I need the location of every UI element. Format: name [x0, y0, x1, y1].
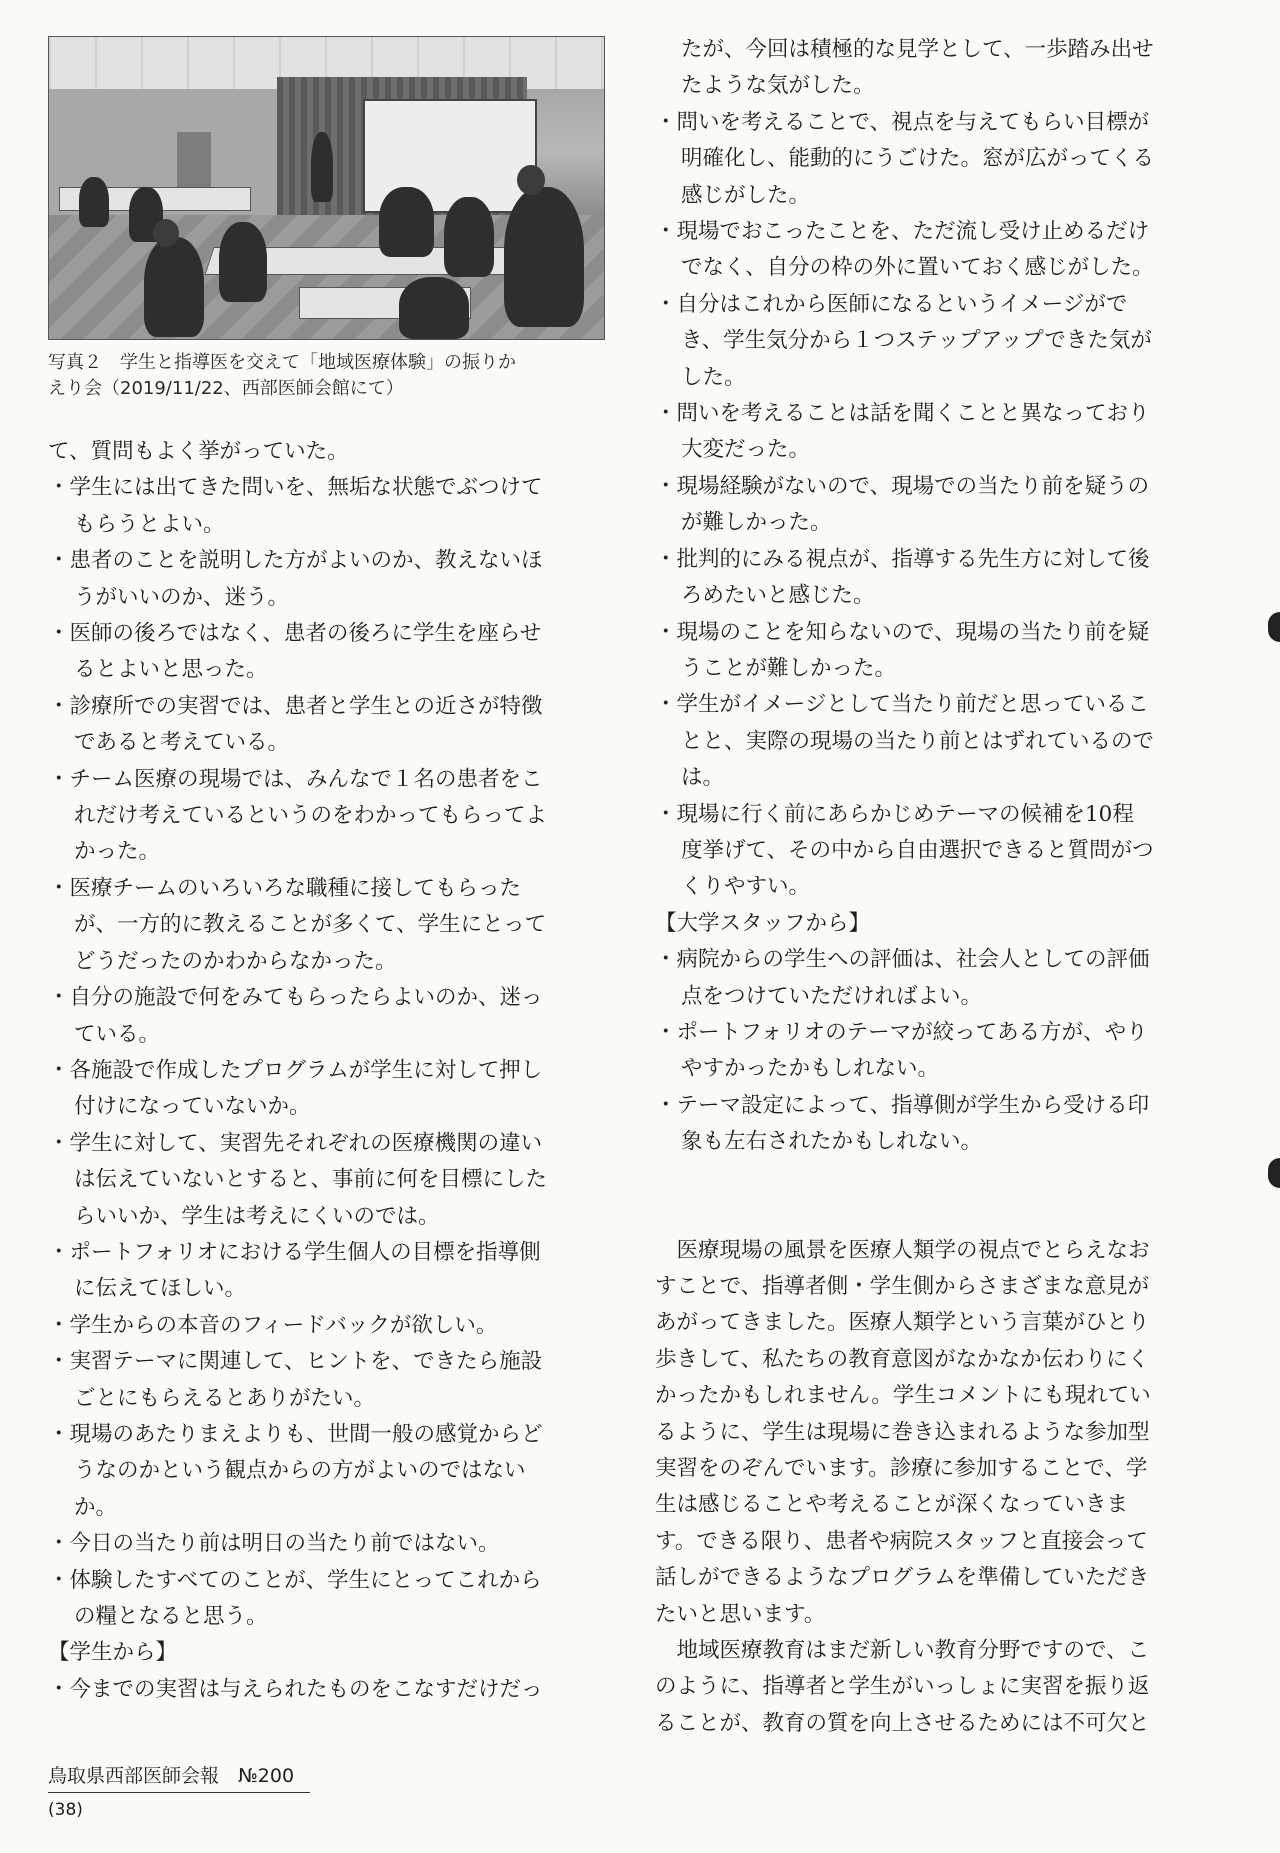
text-line: あがってきました。医療人類学という言葉がひとり	[655, 1310, 1150, 1336]
text-line: かった。	[74, 839, 161, 865]
text-line: 地域医療教育はまだ新しい教育分野ですので、こ	[655, 1638, 1150, 1664]
text-line: 感じがした。	[681, 182, 811, 208]
text-line: るように、学生は現場に巻き込まれるような参加型	[655, 1419, 1150, 1445]
text-line: うなのかという観点からの方がよいのではない	[74, 1458, 526, 1484]
text-line: 【学生から】	[48, 1640, 178, 1666]
text-line: たが、今回は積極的な見学として、一歩踏み出せ	[681, 37, 1154, 62]
text-line: ・実習テーマに関連して、ヒントを、できたら施設	[48, 1349, 543, 1375]
text-line: 実習をのぞんでいます。診療に参加することで、学	[655, 1456, 1148, 1482]
text-line: でなく、自分の枠の外に置いておく感じがした。	[681, 255, 1154, 281]
text-line: とと、実際の現場の当たり前とはずれているので	[681, 728, 1155, 754]
text-line: 象も左右されたかもしれない。	[681, 1129, 983, 1155]
text-line: うがいいのか、迷う。	[74, 584, 290, 610]
text-line: ・問いを考えることは話を聞くことと異なっており	[655, 401, 1150, 427]
text-line: に伝えてほしい。	[74, 1276, 247, 1302]
text-line: うことが難しかった。	[681, 655, 897, 681]
text-line: て、質問もよく挙がっていた。	[48, 439, 349, 464]
text-line: ・患者のことを説明した方がよいのか、教えないほ	[48, 548, 543, 574]
text-line: ・テーマ設定によって、指導側が学生から受ける印	[655, 1092, 1150, 1118]
text-line: ・学生に対して、実習先それぞれの医療機関の違い	[48, 1130, 543, 1156]
text-line: のように、指導者と学生がいっしょに実習を振り返	[655, 1674, 1150, 1700]
text-line: かったかもしれません。学生コメントにも現れてい	[655, 1383, 1151, 1409]
text-line: もらうとよい。	[74, 511, 225, 537]
text-line: ・自分はこれから医師になるというイメージがで	[655, 291, 1128, 317]
caption-line: えり会（2019/11/22、西部医師会館にて）	[48, 378, 404, 399]
text-line: 度挙げて、その中から自由選択できると質問がつ	[681, 837, 1154, 863]
text-line: 歩きして、私たちの教育意図がなかなか伝わりにく	[655, 1346, 1150, 1372]
text-line: ・チーム医療の現場では、みんなで１名の患者をこ	[48, 766, 543, 792]
page-number: (38)	[48, 1800, 83, 1820]
text-line: 点をつけていただければよい。	[681, 983, 983, 1009]
right-column	[655, 32, 1215, 1742]
event-photo	[48, 36, 605, 340]
text-line: ・現場経験がないので、現場での当たり前を疑うの	[655, 473, 1150, 499]
text-line: 付けになっていないか。	[74, 1094, 311, 1120]
text-line: ・今日の当たり前は明日の当たり前ではない。	[48, 1531, 500, 1557]
text-line: ・学生には出てきた問いを、無垢な状態でぶつけて	[48, 475, 543, 501]
page-edge-tab-mark	[1268, 1158, 1280, 1188]
text-line: ・批判的にみる視点が、指導する先生方に対して後	[655, 546, 1150, 572]
text-line: るとよいと思った。	[74, 657, 268, 683]
text-line: ・病院からの学生への評価は、社会人としての評価	[655, 947, 1150, 973]
text-line: す。できる限り、患者や病院スタッフと直接会って	[655, 1528, 1148, 1554]
text-line: やすかったかもしれない。	[681, 1056, 940, 1082]
text-line: ・自分の施設で何をみてもらったらよいのか、迷っ	[48, 985, 543, 1011]
text-line: か。	[74, 1494, 118, 1520]
text-line: ・診療所での実習では、患者と学生との近さが特徴	[48, 693, 543, 719]
text-line: ・体験したすべてのことが、学生にとってこれから	[48, 1567, 542, 1593]
text-line: が、一方的に教えることが多くて、学生にとって	[74, 912, 547, 938]
text-line: は。	[681, 765, 725, 791]
text-line: れだけ考えているというのをわかってもらってよ	[74, 803, 548, 829]
text-line: した。	[681, 364, 746, 390]
text-line: ・学生がイメージとして当たり前だと思っているこ	[655, 692, 1149, 718]
text-line: 大変だった。	[681, 437, 811, 463]
text-line: ている。	[74, 1021, 161, 1047]
left-column	[48, 434, 613, 1708]
text-line: らいいか、学生は考えにくいのでは。	[74, 1203, 440, 1229]
photo-caption	[48, 350, 613, 402]
text-line: ・学生からの本音のフィードバックが欲しい。	[48, 1312, 498, 1338]
paragraph-gap	[655, 1161, 1215, 1233]
text-line: ・現場に行く前にあらかじめテーマの候補を10程	[655, 801, 1134, 827]
text-line: 生は感じることや考えることが深くなっていきま	[655, 1492, 1129, 1518]
caption-line: 写真２ 学生と指導医を交えて「地域医療体験」の振りか	[48, 352, 516, 373]
page-edge-tab-mark	[1268, 612, 1280, 642]
text-line: 話しができるようなプログラムを準備していただき	[655, 1565, 1150, 1591]
text-line: ・現場のことを知らないので、現場の当たり前を疑	[655, 619, 1150, 645]
text-line: ・各施設で作成したプログラムが学生に対して押し	[48, 1057, 543, 1083]
text-line: 明確化し、能動的にうごけた。窓が広がってくる	[681, 146, 1155, 172]
text-line: 【大学スタッフから】	[655, 910, 871, 936]
text-line: き、学生気分から１つステップアップできた気が	[681, 328, 1152, 354]
journal-title: 鳥取県西部医師会報 №200	[48, 1762, 310, 1793]
text-line: ・医療チームのいろいろな職種に接してもらった	[48, 875, 522, 901]
text-line: 医療現場の風景を医療人類学の視点でとらえなお	[655, 1237, 1150, 1263]
text-line: ることが、教育の質を向上させるためには不可欠と	[655, 1710, 1150, 1736]
text-line: は伝えていないとすると、事前に何を目標にした	[74, 1167, 548, 1193]
text-line: すことで、指導者側・学生側からさまざまな意見が	[655, 1274, 1150, 1299]
text-line: が難しかった。	[681, 510, 832, 536]
text-line: であると考えている。	[74, 730, 290, 756]
text-line: ・今までの実習は与えられたものをこなすだけだっ	[48, 1676, 543, 1702]
text-line: たいと思います。	[655, 1601, 826, 1627]
text-line: ・現場のあたりまえよりも、世間一般の感覚からど	[48, 1421, 543, 1447]
text-line: どうだったのかわからなかった。	[74, 948, 397, 974]
text-line: ・現場でおこったことを、ただ流し受け止めるだけ	[655, 219, 1150, 245]
text-line: の糧となると思う。	[74, 1604, 268, 1629]
text-line: ごとにもらえるとありがたい。	[74, 1385, 376, 1411]
text-line: ・問いを考えることで、視点を与えてもらい目標が	[655, 109, 1150, 135]
text-line: ・ポートフォリオのテーマが絞ってある方が、やり	[655, 1019, 1148, 1045]
text-line: ・医師の後ろではなく、患者の後ろに学生を座らせ	[48, 621, 542, 647]
text-line: たような気がした。	[681, 73, 875, 99]
text-line: ・ポートフォリオにおける学生個人の目標を指導側	[48, 1239, 541, 1265]
text-line: ろめたいと感じた。	[681, 583, 875, 609]
text-line: くりやすい。	[681, 874, 811, 900]
